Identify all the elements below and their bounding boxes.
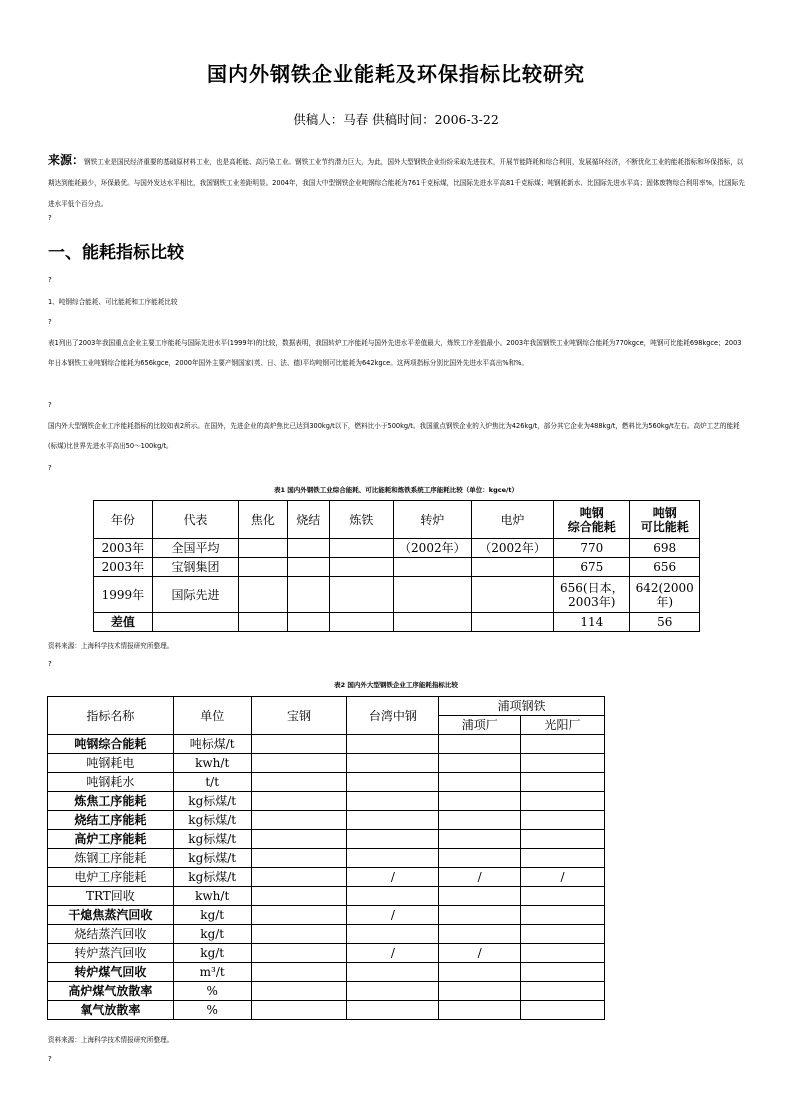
table1-cell xyxy=(471,577,553,613)
table2-note: 资料来源：上海科学技术情报研究所整理。 xyxy=(48,1036,174,1044)
table2-cell xyxy=(521,963,605,982)
table2-cell xyxy=(521,773,605,792)
table2-row xyxy=(48,792,605,811)
table1-header-row xyxy=(94,501,700,539)
table2-cell xyxy=(251,792,347,811)
table2-cell xyxy=(251,963,347,982)
table2-cell xyxy=(347,811,439,830)
table1-header-cell: 吨钢 可比能耗 xyxy=(630,501,700,539)
table1-cell: 114 xyxy=(554,613,630,632)
table1-cell: 56 xyxy=(630,613,700,632)
table1-header-cell: 年份 xyxy=(94,501,153,539)
table2-cell xyxy=(251,830,347,849)
table2-cell xyxy=(251,982,347,1001)
table1-cell: 2003年 xyxy=(94,558,153,577)
table2-cell xyxy=(251,735,347,754)
table1-cell xyxy=(471,558,553,577)
table2-header-cell: 浦项厂 xyxy=(439,716,521,735)
table1-row xyxy=(94,558,700,577)
table2-cell xyxy=(251,906,347,925)
table2-cell xyxy=(439,906,521,925)
table2-cell xyxy=(439,792,521,811)
table2-cell: m³/t xyxy=(173,963,251,982)
table1-cell xyxy=(287,558,330,577)
table2-cell: / xyxy=(347,944,439,963)
table2-cell: kg/t xyxy=(173,906,251,925)
table2-cell: kg/t xyxy=(173,925,251,944)
table2-row xyxy=(48,887,605,906)
table2-cell: t/t xyxy=(173,773,251,792)
table1-cell xyxy=(471,613,553,632)
table1-cell xyxy=(330,558,394,577)
table2-cell xyxy=(347,925,439,944)
table1-header-cell: 焦化 xyxy=(239,501,287,539)
placeholder-mark: ? xyxy=(48,1055,52,1063)
table2-cell: kwh/t xyxy=(173,754,251,773)
table1-cell: 642(2000年) xyxy=(630,577,700,613)
table1-row xyxy=(94,577,700,613)
table2-row xyxy=(48,944,605,963)
table2-cell xyxy=(439,963,521,982)
table2-cell xyxy=(439,811,521,830)
table2-cell xyxy=(439,982,521,1001)
table2-cell xyxy=(251,811,347,830)
table2-row xyxy=(48,906,605,925)
table1-cell xyxy=(393,613,471,632)
table2-row xyxy=(48,849,605,868)
table2-cell: kg标煤/t xyxy=(173,811,251,830)
table1-cell xyxy=(287,613,330,632)
table1-cell: 656(日本，2003年) xyxy=(554,577,630,613)
table1-header-cell: 代表 xyxy=(152,501,238,539)
table2-header-row xyxy=(48,697,605,716)
table1-cell xyxy=(330,539,394,558)
byline: 供稿人：马春 供稿时间：2006-3-22 xyxy=(293,112,499,127)
table2-cell xyxy=(251,944,347,963)
table2-cell: 高炉煤气放散率 xyxy=(48,982,174,1001)
table2-cell: 烧结蒸汽回收 xyxy=(48,925,174,944)
table1-cell xyxy=(152,613,238,632)
table2-cell xyxy=(439,735,521,754)
table2-cell xyxy=(521,849,605,868)
table2-cell: % xyxy=(173,982,251,1001)
table2-cell: 炼钢工序能耗 xyxy=(48,849,174,868)
table2-cell xyxy=(521,887,605,906)
table2-cell: TRT回收 xyxy=(48,887,174,906)
table2-cell xyxy=(439,830,521,849)
table2-cell xyxy=(521,944,605,963)
paragraph-2: 国内外大型钢铁企业工序能耗指标的比较如表2所示。在国外，先进企业的高炉焦比已达到300kg/t以下，燃料比小于500kg/t。我国重点钢铁企业的入炉焦比为426kg/t，部分其它企业为488kg/t，燃料比为560kg/t左右。高炉工艺的能耗(标煤)比世界先进水平高出50～100kg/t。 xyxy=(48,422,740,450)
table1-cell: 国际先进 xyxy=(152,577,238,613)
table2-row xyxy=(48,735,605,754)
table1-cell xyxy=(287,539,330,558)
table2-header-cell: 台湾中钢 xyxy=(347,697,439,735)
table1-cell xyxy=(239,613,287,632)
table2-cell: / xyxy=(347,906,439,925)
table2-row xyxy=(48,811,605,830)
table2-cell: kg标煤/t xyxy=(173,868,251,887)
table2-cell: / xyxy=(347,868,439,887)
table2-cell xyxy=(347,792,439,811)
placeholder-mark: ? xyxy=(48,318,52,326)
table2-cell xyxy=(347,735,439,754)
table1-row xyxy=(94,613,700,632)
table2-cell xyxy=(347,1001,439,1020)
table2-cell: 氧气放散率 xyxy=(48,1001,174,1020)
section-heading: 一、能耗指标比较 xyxy=(48,243,184,263)
table2-cell xyxy=(521,982,605,1001)
table2-cell: 高炉工序能耗 xyxy=(48,830,174,849)
table2-cell: kg标煤/t xyxy=(173,792,251,811)
table1-cell xyxy=(239,558,287,577)
table2-cell xyxy=(251,887,347,906)
table2-cell: / xyxy=(439,868,521,887)
table2-cell xyxy=(439,849,521,868)
table1-cell: 770 xyxy=(554,539,630,558)
table2-cell xyxy=(251,1001,347,1020)
table2-caption: 表2 国内外大型钢铁企业工序能耗指标比较 xyxy=(334,681,458,689)
table2-row xyxy=(48,925,605,944)
table1-cell xyxy=(393,577,471,613)
table2-row xyxy=(48,754,605,773)
table2-row xyxy=(48,1001,605,1020)
table2-cell xyxy=(521,754,605,773)
table2-row xyxy=(48,773,605,792)
table2-cell xyxy=(251,773,347,792)
table2-header-cell: 宝钢 xyxy=(251,697,347,735)
table2-cell: 吨钢耗水 xyxy=(48,773,174,792)
table2-cell xyxy=(251,754,347,773)
table2-cell xyxy=(439,754,521,773)
table2-cell: kg标煤/t xyxy=(173,830,251,849)
table2-cell xyxy=(251,925,347,944)
table2-cell xyxy=(521,830,605,849)
table2-cell: 吨标煤/t xyxy=(173,735,251,754)
table2-cell xyxy=(521,735,605,754)
table2-cell: / xyxy=(521,868,605,887)
table1-cell: 2003年 xyxy=(94,539,153,558)
table2-cell: 电炉工序能耗 xyxy=(48,868,174,887)
table1-cell: 全国平均 xyxy=(152,539,238,558)
table2-cell xyxy=(347,754,439,773)
table2-cell: 转炉煤气回收 xyxy=(48,963,174,982)
table2-cell xyxy=(347,963,439,982)
table1-cell xyxy=(239,539,287,558)
table2-row xyxy=(48,963,605,982)
table1-row xyxy=(94,539,700,558)
table2-cell xyxy=(521,906,605,925)
table2-cell xyxy=(251,849,347,868)
table2-cell: 炼焦工序能耗 xyxy=(48,792,174,811)
paragraph-1: 表1列出了2003年我国重点企业主要工序能耗与国际先进水平(1999年)的比较，数据表明，我国转炉工序能耗与国外先进水平差值最大，炼铁工序差值最小。2003年我国钢铁工业吨钢综合能耗为770kgce，吨钢可比能耗698kgce；2003年日本钢铁工业吨钢综合能耗为656kgce，2000年国外主要产钢国家(英、日、法、德)平均吨钢可比能耗为642kgce。这两项指标分别比国外先进水平高出%和%。 xyxy=(48,339,742,367)
table1 xyxy=(93,500,700,632)
table2-cell xyxy=(439,773,521,792)
table2-cell: / xyxy=(439,944,521,963)
table1-cell: （2002年） xyxy=(393,539,471,558)
table2-row xyxy=(48,830,605,849)
table2-row xyxy=(48,868,605,887)
table1-cell: 差值 xyxy=(94,613,153,632)
table2-cell: % xyxy=(173,1001,251,1020)
table2-cell xyxy=(521,811,605,830)
table1-cell xyxy=(287,577,330,613)
table1-cell: 698 xyxy=(630,539,700,558)
table2-header-cell: 光阳厂 xyxy=(521,716,605,735)
table2-cell: 烧结工序能耗 xyxy=(48,811,174,830)
source-paragraph xyxy=(48,150,748,215)
source-text: 钢铁工业是国民经济重要的基础原材料工业，也是高耗能、高污染工业。钢铁工业节约潜力巨大，为此，国外大型钢铁企业纷纷采取先进技术，开展节能降耗和综合利用，发展循环经济，不断优化工业的能耗指标和环保指标，以期达到能耗最少，环保最优。与国外发达水平相比，我国钢铁工业差距明显。2004年，我国大中型钢铁企业吨钢综合能耗为761千克标煤，比国际先进水平高81千克标煤；吨钢耗新水、比国际先进水平高；固体废物综合利用率%，比国际先进水平低个百分点。 xyxy=(48,158,745,208)
table1-cell: 675 xyxy=(554,558,630,577)
placeholder-mark: ? xyxy=(48,660,52,668)
table2-cell: 吨钢综合能耗 xyxy=(48,735,174,754)
table1-note: 资料来源：上海科学技术情报研究所整理。 xyxy=(48,642,174,650)
table2-cell xyxy=(251,868,347,887)
table1-header-cell: 炼铁 xyxy=(330,501,394,539)
table2-cell: 转炉蒸汽回收 xyxy=(48,944,174,963)
table2-header-cell: 单位 xyxy=(173,697,251,735)
table2-cell xyxy=(439,887,521,906)
table2 xyxy=(47,696,605,1020)
source-label: 来源： xyxy=(48,153,85,167)
placeholder-mark: ? xyxy=(48,401,52,409)
table1-cell: （2002年） xyxy=(471,539,553,558)
table2-cell xyxy=(347,830,439,849)
table1-header-cell: 烧结 xyxy=(287,501,330,539)
table1-cell: 1999年 xyxy=(94,577,153,613)
table2-cell xyxy=(347,982,439,1001)
table1-cell xyxy=(330,613,394,632)
document-title: 国内外钢铁企业能耗及环保指标比较研究 xyxy=(207,62,585,86)
table2-header-cell: 指标名称 xyxy=(48,697,174,735)
table2-cell xyxy=(347,773,439,792)
placeholder-mark: ? xyxy=(48,464,52,472)
subsection-heading: 1、吨钢综合能耗、可比能耗和工序能耗比较 xyxy=(48,298,178,306)
table2-cell xyxy=(521,792,605,811)
table2-cell xyxy=(347,887,439,906)
placeholder-mark: ? xyxy=(48,214,52,222)
table1-header-cell: 电炉 xyxy=(471,501,553,539)
table2-cell: 吨钢耗电 xyxy=(48,754,174,773)
table2-cell: kg标煤/t xyxy=(173,849,251,868)
table2-cell: kg/t xyxy=(173,944,251,963)
table1-cell: 宝钢集团 xyxy=(152,558,238,577)
table1-caption: 表1 国内外钢铁工业综合能耗、可比能耗和炼铁系统工序能耗比较（单位：kgce/t） xyxy=(273,486,518,494)
table2-cell xyxy=(347,849,439,868)
table2-cell: kwh/t xyxy=(173,887,251,906)
table2-header-cell: 浦项钢铁 xyxy=(439,697,605,716)
table1-cell xyxy=(239,577,287,613)
table2-row xyxy=(48,982,605,1001)
table1-cell xyxy=(393,558,471,577)
table1-header-cell: 吨钢 综合能耗 xyxy=(554,501,630,539)
table1-cell: 656 xyxy=(630,558,700,577)
table1-cell xyxy=(330,577,394,613)
table2-cell xyxy=(521,925,605,944)
placeholder-mark: ? xyxy=(48,276,52,284)
table2-cell xyxy=(439,925,521,944)
table2-cell xyxy=(521,1001,605,1020)
table2-cell: 干熄焦蒸汽回收 xyxy=(48,906,174,925)
table2-cell xyxy=(439,1001,521,1020)
table1-header-cell: 转炉 xyxy=(393,501,471,539)
